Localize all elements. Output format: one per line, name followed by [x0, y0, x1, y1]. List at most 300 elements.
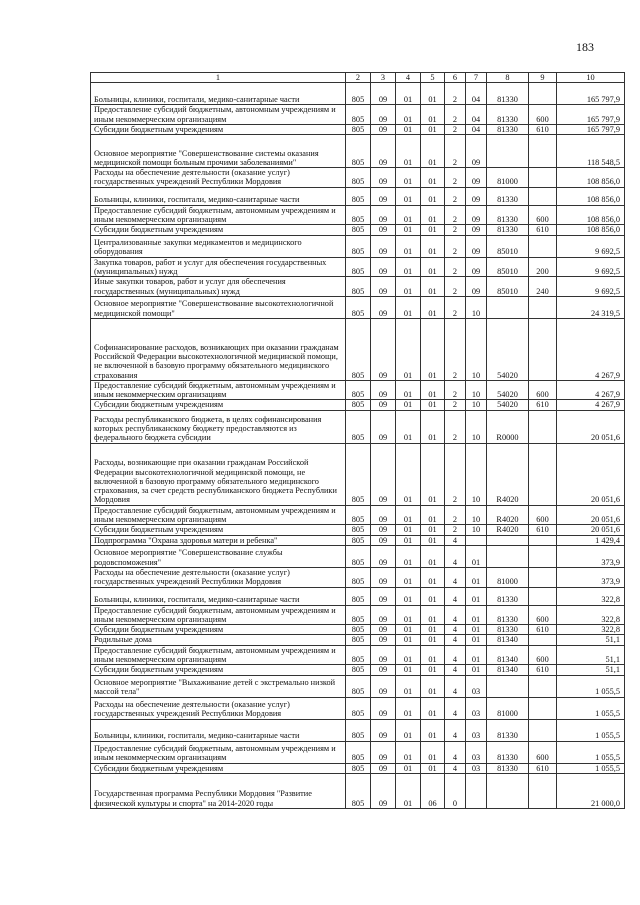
type-code: [529, 697, 557, 719]
row-sum: 1 055,5: [557, 719, 625, 741]
admin-code: 805: [346, 605, 371, 625]
admin-code: 805: [346, 83, 371, 105]
row-name: Субсидии бюджетным учреждениям: [91, 625, 346, 635]
section-code: 09: [371, 235, 396, 257]
table-row: [91, 135, 625, 168]
table-row: [91, 257, 625, 277]
row-sum: 4 267,9: [557, 400, 625, 410]
table-row: [91, 380, 625, 400]
subsection-code: 01: [396, 763, 421, 773]
program-code: 01: [421, 535, 445, 545]
section-code: 09: [371, 505, 396, 525]
row-name: Основное мероприятие "Совершенствование службы родовспоможения": [91, 545, 346, 567]
row-name: Субсидии бюджетным учреждениям: [91, 124, 346, 134]
row-name: Основное мероприятие "Совершенствование высокотехнологичной медицинской помощи": [91, 296, 346, 318]
subprogram-code: 4: [445, 719, 466, 741]
type-code: 240: [529, 277, 557, 297]
subprogram-code: 4: [445, 605, 466, 625]
type-code: [529, 587, 557, 605]
subsection-code: 01: [396, 168, 421, 188]
activity-code: 09: [466, 257, 487, 277]
section-code: 09: [371, 773, 396, 808]
row-sum: 4 267,9: [557, 318, 625, 380]
expense-code: 81340: [487, 635, 529, 645]
subsection-code: 01: [396, 380, 421, 400]
table-row: [91, 635, 625, 645]
program-code: 01: [421, 525, 445, 535]
program-code: 01: [421, 277, 445, 297]
table-row: [91, 567, 625, 587]
column-header: 1: [91, 73, 346, 83]
row-name: Расходы республиканского бюджета, в целях софинансирования которых республиканскому бюджету предоставляются из федерального бюджета субсидии: [91, 410, 346, 443]
section-code: 09: [371, 318, 396, 380]
expense-code: R0000: [487, 410, 529, 443]
type-code: 610: [529, 124, 557, 134]
type-code: [529, 187, 557, 205]
activity-code: 09: [466, 135, 487, 168]
program-code: 01: [421, 443, 445, 505]
expense-code: 81340: [487, 645, 529, 665]
table-row: [91, 645, 625, 665]
expense-code: 81330: [487, 187, 529, 205]
table-header-row: [91, 73, 625, 83]
program-code: 06: [421, 773, 445, 808]
row-name: Расходы на обеспечение деятельности (оказание услуг) государственных учреждений Республики Мордовия: [91, 168, 346, 188]
expense-code: [487, 535, 529, 545]
subsection-code: 01: [396, 135, 421, 168]
subprogram-code: 4: [445, 697, 466, 719]
subsection-code: 01: [396, 605, 421, 625]
program-code: 01: [421, 665, 445, 675]
row-name: Закупка товаров, работ и услуг для обеспечения государственных (муниципальных) нужд: [91, 257, 346, 277]
subsection-code: 01: [396, 83, 421, 105]
section-code: 09: [371, 525, 396, 535]
admin-code: 805: [346, 535, 371, 545]
subsection-code: 01: [396, 567, 421, 587]
admin-code: 805: [346, 168, 371, 188]
expense-code: 54020: [487, 318, 529, 380]
subprogram-code: 2: [445, 505, 466, 525]
expense-code: 81330: [487, 225, 529, 235]
type-code: [529, 773, 557, 808]
subsection-code: 01: [396, 410, 421, 443]
section-code: 09: [371, 257, 396, 277]
subsection-code: 01: [396, 400, 421, 410]
program-code: 01: [421, 235, 445, 257]
subprogram-code: 2: [445, 410, 466, 443]
admin-code: 805: [346, 443, 371, 505]
program-code: 01: [421, 675, 445, 697]
expense-code: [487, 545, 529, 567]
table-row: [91, 318, 625, 380]
subprogram-code: 4: [445, 535, 466, 545]
activity-code: 10: [466, 296, 487, 318]
admin-code: 805: [346, 587, 371, 605]
row-sum: 9 692,5: [557, 277, 625, 297]
program-code: 01: [421, 697, 445, 719]
subprogram-code: 0: [445, 773, 466, 808]
row-sum: 165 797,9: [557, 83, 625, 105]
subsection-code: 01: [396, 277, 421, 297]
activity-code: 09: [466, 168, 487, 188]
program-code: 01: [421, 380, 445, 400]
activity-code: 04: [466, 105, 487, 125]
type-code: 610: [529, 625, 557, 635]
subsection-code: 01: [396, 675, 421, 697]
table-row: [91, 187, 625, 205]
subsection-code: 01: [396, 205, 421, 225]
column-header: 6: [445, 73, 466, 83]
table-row: [91, 675, 625, 697]
row-name: Больницы, клиники, госпитали, медико-санитарные части: [91, 83, 346, 105]
section-code: 09: [371, 277, 396, 297]
column-header: 4: [396, 73, 421, 83]
type-code: 600: [529, 645, 557, 665]
expense-code: 81330: [487, 124, 529, 134]
subprogram-code: 2: [445, 380, 466, 400]
table-row: [91, 225, 625, 235]
program-code: 01: [421, 105, 445, 125]
expense-code: 54020: [487, 400, 529, 410]
type-code: [529, 545, 557, 567]
row-sum: 108 856,0: [557, 225, 625, 235]
program-code: 01: [421, 124, 445, 134]
table-row: [91, 525, 625, 535]
admin-code: 805: [346, 505, 371, 525]
activity-code: 09: [466, 187, 487, 205]
expense-code: [487, 296, 529, 318]
activity-code: 10: [466, 505, 487, 525]
row-sum: 20 051,6: [557, 410, 625, 443]
row-name: Расходы на обеспечение деятельности (оказание услуг) государственных учреждений Республики Мордовия: [91, 567, 346, 587]
activity-code: 09: [466, 205, 487, 225]
subprogram-code: 2: [445, 168, 466, 188]
program-code: 01: [421, 719, 445, 741]
row-name: Больницы, клиники, госпитали, медико-санитарные части: [91, 187, 346, 205]
expense-code: [487, 135, 529, 168]
section-code: 09: [371, 400, 396, 410]
expense-code: 85010: [487, 235, 529, 257]
column-header: 8: [487, 73, 529, 83]
table-row: [91, 410, 625, 443]
row-sum: 51,1: [557, 645, 625, 665]
type-code: [529, 135, 557, 168]
row-sum: 373,9: [557, 567, 625, 587]
section-code: 09: [371, 625, 396, 635]
type-code: 610: [529, 525, 557, 535]
row-name: Субсидии бюджетным учреждениям: [91, 665, 346, 675]
row-name: Подпрограмма "Охрана здоровья матери и ребенка": [91, 535, 346, 545]
activity-code: 01: [466, 587, 487, 605]
table-row: [91, 587, 625, 605]
activity-code: 01: [466, 635, 487, 645]
row-sum: 51,1: [557, 635, 625, 645]
subprogram-code: 4: [445, 545, 466, 567]
admin-code: 805: [346, 410, 371, 443]
subprogram-code: 2: [445, 235, 466, 257]
row-name: Предоставление субсидий бюджетным, автономным учреждениям и иным некоммерческим организациям: [91, 505, 346, 525]
activity-code: 01: [466, 625, 487, 635]
expense-code: 81330: [487, 719, 529, 741]
table-row: [91, 719, 625, 741]
row-sum: 373,9: [557, 545, 625, 567]
subsection-code: 01: [396, 625, 421, 635]
section-code: 09: [371, 380, 396, 400]
expense-code: 85010: [487, 277, 529, 297]
row-sum: 1 055,5: [557, 741, 625, 763]
admin-code: 805: [346, 105, 371, 125]
section-code: 09: [371, 605, 396, 625]
row-sum: 9 692,5: [557, 257, 625, 277]
expense-code: 81330: [487, 587, 529, 605]
program-code: 01: [421, 296, 445, 318]
type-code: [529, 235, 557, 257]
admin-code: 805: [346, 675, 371, 697]
program-code: 01: [421, 205, 445, 225]
activity-code: 10: [466, 400, 487, 410]
expense-code: 81340: [487, 665, 529, 675]
section-code: 09: [371, 587, 396, 605]
section-code: 09: [371, 296, 396, 318]
program-code: 01: [421, 135, 445, 168]
subprogram-code: 2: [445, 525, 466, 535]
row-sum: 165 797,9: [557, 105, 625, 125]
row-name: Софинансирование расходов, возникающих при оказании гражданам Российской Федерации высокотехнологичной медицинской помощи, не включенной в базовую программу обязательного медицинского страхования: [91, 318, 346, 380]
subprogram-code: 4: [445, 665, 466, 675]
table-row: [91, 605, 625, 625]
admin-code: 805: [346, 719, 371, 741]
program-code: 01: [421, 625, 445, 635]
subsection-code: 01: [396, 741, 421, 763]
table-row: [91, 400, 625, 410]
activity-code: 09: [466, 225, 487, 235]
admin-code: 805: [346, 380, 371, 400]
expense-code: R4020: [487, 443, 529, 505]
subprogram-code: 4: [445, 763, 466, 773]
type-code: 200: [529, 257, 557, 277]
expense-code: 81000: [487, 168, 529, 188]
type-code: [529, 296, 557, 318]
row-sum: 1 055,5: [557, 697, 625, 719]
row-name: Субсидии бюджетным учреждениям: [91, 525, 346, 535]
admin-code: 805: [346, 257, 371, 277]
subprogram-code: 2: [445, 277, 466, 297]
program-code: 01: [421, 400, 445, 410]
activity-code: [466, 535, 487, 545]
program-code: 01: [421, 318, 445, 380]
program-code: 01: [421, 83, 445, 105]
subprogram-code: 2: [445, 83, 466, 105]
row-name: Расходы на обеспечение деятельности (оказание услуг) государственных учреждений Республики Мордовия: [91, 697, 346, 719]
subsection-code: 01: [396, 124, 421, 134]
row-sum: 108 856,0: [557, 187, 625, 205]
row-sum: 21 000,0: [557, 773, 625, 808]
subsection-code: 01: [396, 525, 421, 535]
budget-table: [90, 72, 625, 809]
program-code: 01: [421, 505, 445, 525]
table-row: [91, 665, 625, 675]
subprogram-code: 2: [445, 187, 466, 205]
row-name: Предоставление субсидий бюджетным, автономным учреждениям и иным некоммерческим организациям: [91, 605, 346, 625]
column-header: 3: [371, 73, 396, 83]
row-sum: 108 856,0: [557, 168, 625, 188]
subsection-code: 01: [396, 535, 421, 545]
admin-code: 805: [346, 296, 371, 318]
subprogram-code: 2: [445, 400, 466, 410]
admin-code: 805: [346, 741, 371, 763]
program-code: 01: [421, 635, 445, 645]
type-code: 600: [529, 105, 557, 125]
program-code: 01: [421, 741, 445, 763]
row-name: Основное мероприятие "Выхаживание детей с экстремально низкой массой тела": [91, 675, 346, 697]
activity-code: 01: [466, 567, 487, 587]
row-sum: 165 797,9: [557, 124, 625, 134]
table-row: [91, 697, 625, 719]
activity-code: 01: [466, 665, 487, 675]
subsection-code: 01: [396, 105, 421, 125]
admin-code: 805: [346, 625, 371, 635]
table-row: [91, 205, 625, 225]
activity-code: 01: [466, 605, 487, 625]
expense-code: R4020: [487, 505, 529, 525]
admin-code: 805: [346, 665, 371, 675]
expense-code: 81330: [487, 105, 529, 125]
subsection-code: 01: [396, 635, 421, 645]
subsection-code: 01: [396, 187, 421, 205]
row-sum: 4 267,9: [557, 380, 625, 400]
type-code: 600: [529, 505, 557, 525]
row-sum: 20 051,6: [557, 443, 625, 505]
subprogram-code: 4: [445, 645, 466, 665]
type-code: [529, 719, 557, 741]
subsection-code: 01: [396, 773, 421, 808]
expense-code: 81330: [487, 605, 529, 625]
subsection-code: 01: [396, 697, 421, 719]
admin-code: 805: [346, 205, 371, 225]
row-name: Субсидии бюджетным учреждениям: [91, 763, 346, 773]
column-header: 10: [557, 73, 625, 83]
admin-code: 805: [346, 697, 371, 719]
subprogram-code: 4: [445, 635, 466, 645]
type-code: 610: [529, 400, 557, 410]
subsection-code: 01: [396, 296, 421, 318]
expense-code: 81330: [487, 763, 529, 773]
section-code: 09: [371, 645, 396, 665]
section-code: 09: [371, 135, 396, 168]
activity-code: 03: [466, 719, 487, 741]
activity-code: 01: [466, 645, 487, 665]
row-name: Предоставление субсидий бюджетным, автономным учреждениям и иным некоммерческим организациям: [91, 741, 346, 763]
table-row: [91, 83, 625, 105]
subsection-code: 01: [396, 225, 421, 235]
row-name: Предоставление субсидий бюджетным, автономным учреждениям и иным некоммерческим организациям: [91, 645, 346, 665]
expense-code: [487, 773, 529, 808]
table-row: [91, 235, 625, 257]
activity-code: 04: [466, 83, 487, 105]
section-code: 09: [371, 719, 396, 741]
subsection-code: 01: [396, 719, 421, 741]
program-code: 01: [421, 187, 445, 205]
subprogram-code: 2: [445, 205, 466, 225]
table-row: [91, 535, 625, 545]
type-code: [529, 410, 557, 443]
program-code: 01: [421, 567, 445, 587]
type-code: [529, 567, 557, 587]
expense-code: 81330: [487, 625, 529, 635]
subsection-code: 01: [396, 645, 421, 665]
type-code: [529, 83, 557, 105]
page-number: 183: [576, 40, 594, 54]
program-code: 01: [421, 168, 445, 188]
table-row: [91, 545, 625, 567]
subsection-code: 01: [396, 235, 421, 257]
expense-code: 81330: [487, 83, 529, 105]
row-sum: 51,1: [557, 665, 625, 675]
row-sum: 322,8: [557, 605, 625, 625]
activity-code: 03: [466, 763, 487, 773]
subsection-code: 01: [396, 587, 421, 605]
column-header: 2: [346, 73, 371, 83]
activity-code: 10: [466, 525, 487, 535]
row-name: Предоставление субсидий бюджетным, автономным учреждениям и иным некоммерческим организациям: [91, 380, 346, 400]
subprogram-code: 2: [445, 105, 466, 125]
table-row: [91, 741, 625, 763]
subsection-code: 01: [396, 257, 421, 277]
subprogram-code: 2: [445, 124, 466, 134]
admin-code: 805: [346, 277, 371, 297]
row-sum: 20 051,6: [557, 505, 625, 525]
section-code: 09: [371, 545, 396, 567]
table-row: [91, 505, 625, 525]
section-code: 09: [371, 697, 396, 719]
type-code: 600: [529, 605, 557, 625]
row-name: Расходы, возникающие при оказании гражданам Российской Федерации высокотехнологичной медицинской помощи, не включенной в базовую программу обязательного медицинского страхования, за счет средств республиканского бюджета Республики Мордовия: [91, 443, 346, 505]
admin-code: 805: [346, 525, 371, 535]
table-row: [91, 277, 625, 297]
section-code: 09: [371, 124, 396, 134]
section-code: 09: [371, 168, 396, 188]
program-code: 01: [421, 645, 445, 665]
row-name: Государственная программа Республики Мордовия "Развитие физической культуры и спорта" на 2014-2020 годы: [91, 773, 346, 808]
section-code: 09: [371, 567, 396, 587]
row-name: Иные закупки товаров, работ и услуг для обеспечения государственных (муниципальных) нужд: [91, 277, 346, 297]
type-code: 610: [529, 225, 557, 235]
subprogram-code: 2: [445, 257, 466, 277]
admin-code: 805: [346, 400, 371, 410]
expense-code: 81330: [487, 741, 529, 763]
table-row: [91, 773, 625, 808]
type-code: 600: [529, 741, 557, 763]
row-sum: 108 856,0: [557, 205, 625, 225]
column-header: 7: [466, 73, 487, 83]
activity-code: 03: [466, 741, 487, 763]
row-sum: 9 692,5: [557, 235, 625, 257]
activity-code: 10: [466, 318, 487, 380]
section-code: 09: [371, 410, 396, 443]
admin-code: 805: [346, 135, 371, 168]
row-sum: 20 051,6: [557, 525, 625, 535]
type-code: 600: [529, 380, 557, 400]
type-code: 600: [529, 205, 557, 225]
section-code: 09: [371, 741, 396, 763]
activity-code: 03: [466, 675, 487, 697]
expense-code: 81330: [487, 205, 529, 225]
section-code: 09: [371, 675, 396, 697]
admin-code: 805: [346, 773, 371, 808]
subsection-code: 01: [396, 318, 421, 380]
program-code: 01: [421, 257, 445, 277]
table-row: [91, 296, 625, 318]
